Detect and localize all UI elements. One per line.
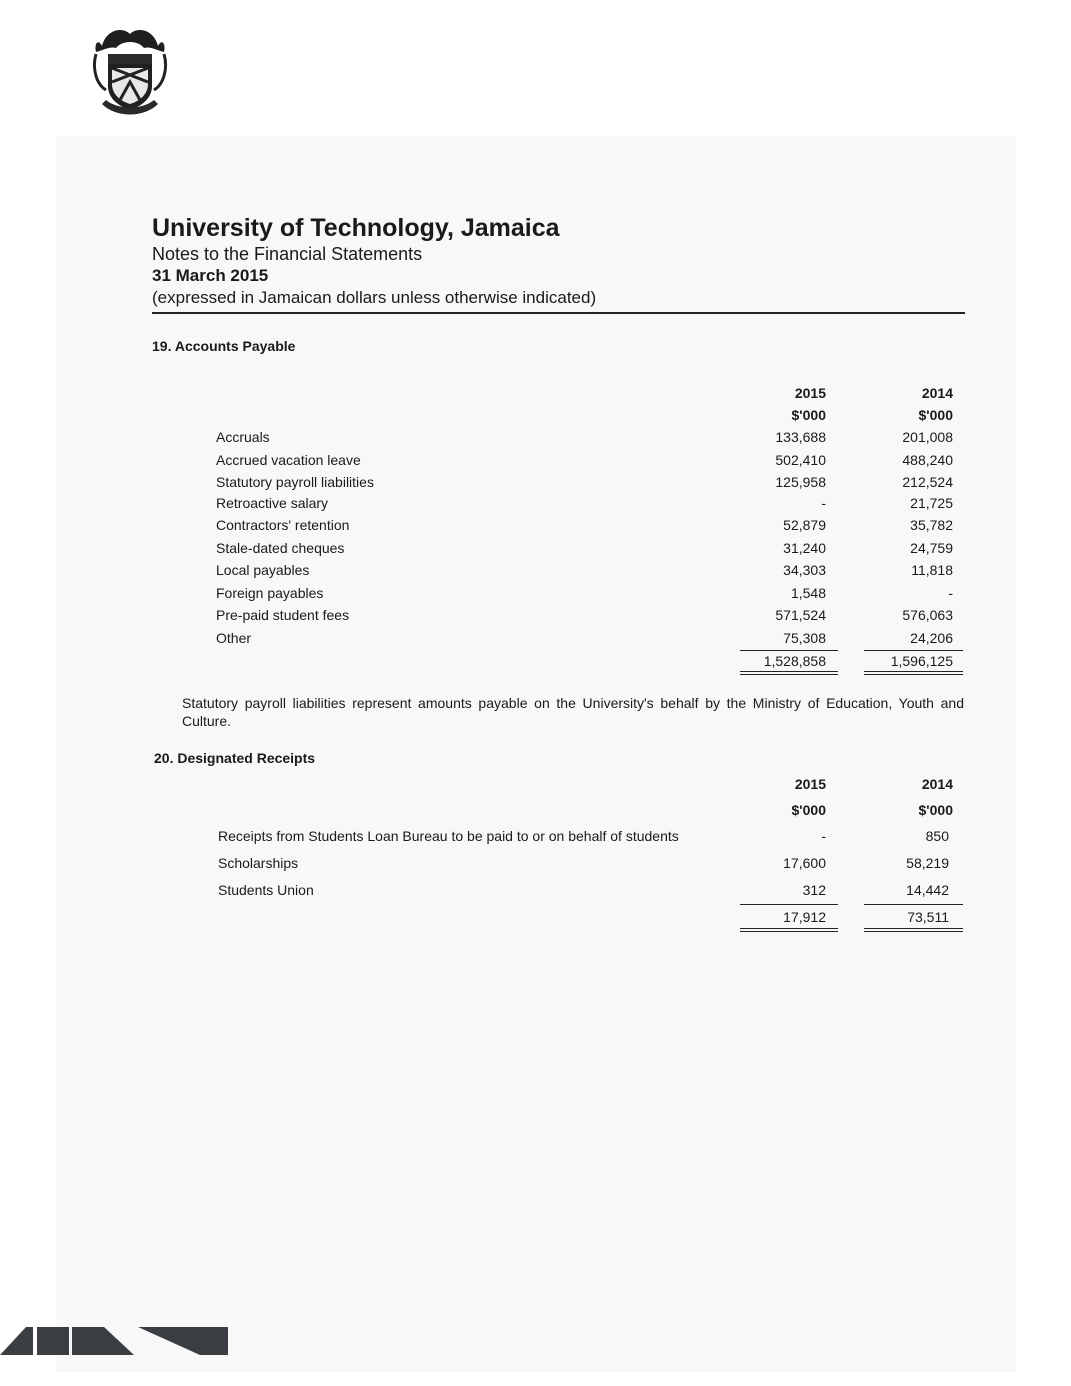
row-value-2014: 24,206 [910, 630, 953, 646]
table-row [0, 559, 1071, 581]
row-value-2015: 17,600 [783, 855, 826, 871]
total-2015: 17,912 [783, 909, 826, 925]
table-row [0, 582, 1071, 604]
note-19-title: 19. Accounts Payable [152, 338, 296, 354]
note-19-total-row [0, 650, 1071, 672]
row-label: Other [216, 630, 252, 646]
row-value-2015: 34,303 [783, 562, 826, 578]
university-crest-icon [92, 24, 168, 118]
note-20-year-header [0, 773, 1071, 795]
table-row [0, 492, 1071, 514]
col-2015-year: 2015 [794, 776, 826, 792]
statement-date: 31 March 2015 [152, 266, 269, 285]
row-value-2015: 31,240 [783, 540, 826, 556]
row-value-2015: 312 [802, 882, 826, 898]
row-value-2014: 58,219 [906, 855, 949, 871]
row-value-2014: - [948, 585, 953, 601]
col-2014-year: 2014 [921, 385, 953, 401]
table-row [0, 449, 1071, 471]
total-double-rule-2014 [864, 928, 963, 932]
row-value-2015: 1,548 [790, 585, 826, 601]
row-value-2015: 571,524 [775, 607, 826, 623]
note-20-unit-header [0, 799, 1071, 821]
row-value-2014: 850 [925, 828, 949, 844]
total-2015: 1,528,858 [763, 653, 826, 669]
table-row [0, 879, 1071, 901]
row-value-2015: 133,688 [775, 429, 826, 445]
document-heading [152, 213, 965, 309]
table-row [0, 426, 1071, 448]
row-label: Local payables [216, 562, 310, 578]
footer-bars-decoration [0, 1327, 230, 1355]
row-value-2015: - [821, 828, 826, 844]
col-2014-unit: $'000 [918, 407, 953, 423]
row-label: Retroactive salary [216, 495, 329, 511]
document-subtitle: Notes to the Financial Statements [152, 244, 423, 264]
row-value-2014: 488,240 [902, 452, 953, 468]
total-2014: 1,596,125 [890, 653, 953, 669]
subtotal-rule-2015 [740, 904, 838, 905]
row-value-2014: 11,818 [911, 562, 953, 578]
row-label: Accruals [216, 429, 270, 445]
note-19-paragraph: Statutory payroll liabilities represent amounts payable on the University's behalf by the Ministry of Education, Youth and Culture. [182, 695, 964, 729]
col-2015-unit: $'000 [791, 407, 826, 423]
table-row [0, 627, 1071, 649]
row-value-2014: 576,063 [902, 607, 953, 623]
col-2015-year: 2015 [794, 385, 826, 401]
row-value-2014: 212,524 [902, 474, 953, 490]
row-value-2014: 21,725 [910, 495, 953, 511]
table-row [0, 471, 1071, 493]
row-label: Scholarships [218, 855, 299, 871]
row-label: Statutory payroll liabilities [216, 474, 374, 490]
table-row [0, 604, 1071, 626]
row-value-2015: 75,308 [783, 630, 826, 646]
row-label: Contractors' retention [216, 517, 350, 533]
total-2014: 73,511 [907, 909, 949, 925]
row-label: Stale-dated cheques [216, 540, 345, 556]
note-19-year-header [0, 382, 1071, 404]
row-value-2014: 24,759 [910, 540, 953, 556]
table-row [0, 852, 1071, 874]
table-row [0, 514, 1071, 536]
row-value-2015: 502,410 [775, 452, 826, 468]
row-value-2015: - [821, 495, 826, 511]
subtotal-rule-2014 [864, 904, 963, 905]
col-2014-unit: $'000 [918, 802, 953, 818]
note-19-unit-header [0, 404, 1071, 426]
row-value-2015: 125,958 [775, 474, 826, 490]
row-label: Foreign payables [216, 585, 324, 601]
total-double-rule-2015 [740, 928, 838, 932]
table-row [0, 537, 1071, 559]
row-label: Receipts from Students Loan Bureau to be paid to or on behalf of students [218, 828, 679, 844]
row-value-2015: 52,879 [783, 517, 826, 533]
col-2014-year: 2014 [921, 776, 953, 792]
note-20-title: 20. Designated Receipts [154, 750, 316, 766]
col-2015-unit: $'000 [791, 802, 826, 818]
row-label: Accrued vacation leave [216, 452, 361, 468]
heading-rule [152, 312, 965, 314]
row-label: Students Union [218, 882, 314, 898]
note-20-total-row [0, 906, 1071, 928]
row-value-2014: 14,442 [906, 882, 949, 898]
organization-title: University of Technology, Jamaica [152, 214, 560, 242]
total-double-rule-2015 [740, 671, 838, 675]
row-label: Pre-paid student fees [216, 607, 350, 623]
currency-note: (expressed in Jamaican dollars unless otherwise indicated) [152, 288, 597, 307]
row-value-2014: 35,782 [910, 517, 953, 533]
row-value-2014: 201,008 [902, 429, 953, 445]
total-double-rule-2014 [864, 671, 963, 675]
table-row [0, 825, 1071, 847]
